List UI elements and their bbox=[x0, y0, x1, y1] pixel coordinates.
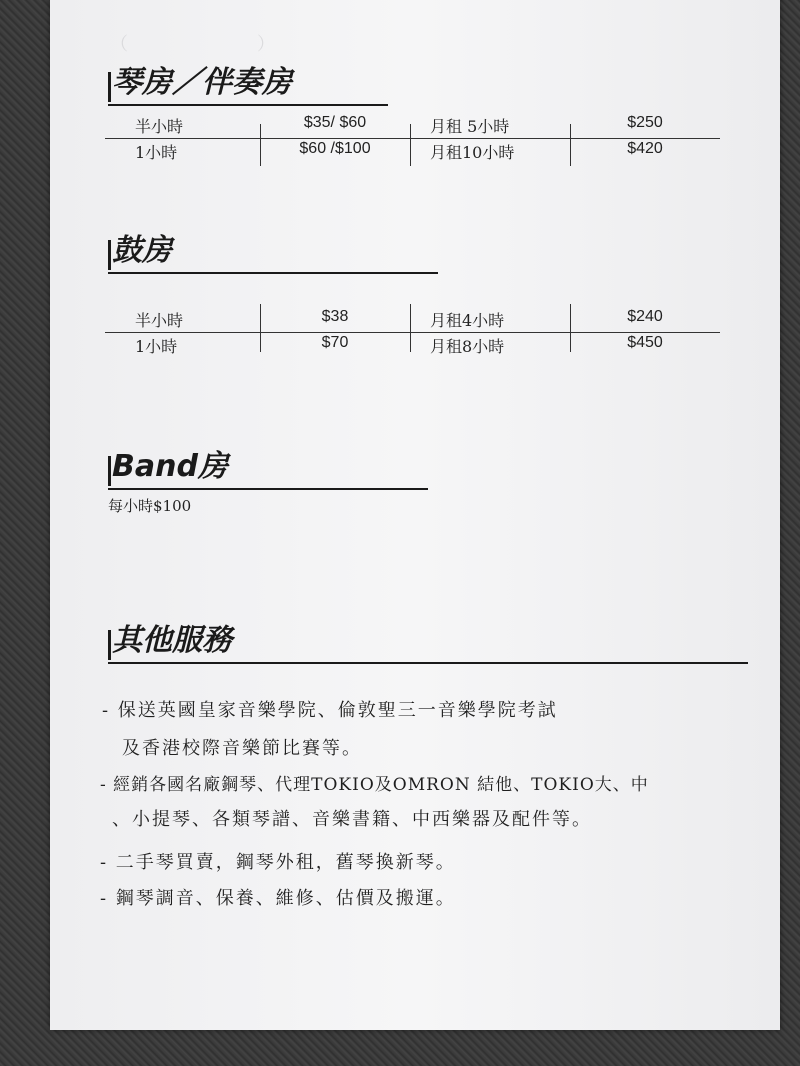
service-line: - 鋼琴調音、保養、維修、估價及搬運。 bbox=[100, 888, 456, 909]
service-line: - 經銷各國名廠鋼琴、代理TOKIO及OMRON 結他、TOKIO大、中 bbox=[100, 775, 649, 795]
paper-sheet bbox=[50, 0, 780, 1030]
section-heading-piano bbox=[112, 65, 292, 100]
monthly-cell: 月租10小時 bbox=[430, 143, 515, 162]
drum-title: 鼓房 bbox=[112, 233, 172, 268]
heading-bar bbox=[108, 630, 111, 660]
heading-rule bbox=[108, 488, 428, 490]
service-line: - 保送英國皇家音樂學院、倫敦聖三一音樂學院考試 bbox=[102, 700, 558, 721]
duration-cell: 1小時 bbox=[135, 143, 178, 162]
monthly-price-cell: $240 bbox=[627, 308, 663, 325]
monthly-price-cell: $450 bbox=[627, 334, 663, 351]
price-cell: $60 /$100 bbox=[299, 140, 371, 157]
heading-bar bbox=[108, 240, 111, 270]
section-heading-band bbox=[112, 449, 228, 484]
heading-rule bbox=[108, 104, 388, 106]
monthly-price-cell: $420 bbox=[627, 140, 663, 157]
piano-title: 琴房／伴奏房 bbox=[112, 65, 292, 100]
heading-bar bbox=[108, 456, 111, 486]
bleed-through-text: （ ） bbox=[110, 34, 278, 55]
duration-cell: 半小時 bbox=[135, 311, 184, 330]
heading-rule bbox=[108, 662, 748, 664]
other-title: 其他服務 bbox=[112, 623, 232, 658]
duration-cell: 半小時 bbox=[135, 117, 184, 136]
section-heading-other bbox=[112, 623, 232, 658]
table-row bbox=[105, 334, 720, 360]
service-line: 、小提琴、各類琴譜、音樂書籍、中西樂器及配件等。 bbox=[112, 809, 592, 830]
bleed-through-text bbox=[110, 540, 278, 566]
heading-bar bbox=[108, 72, 111, 102]
duration-cell: 1小時 bbox=[135, 337, 178, 356]
drum-rate-table bbox=[105, 308, 720, 368]
monthly-cell: 月租8小時 bbox=[430, 337, 505, 356]
price-cell: $70 bbox=[321, 334, 349, 351]
service-line: - 二手琴買賣，鋼琴外租，舊琴換新琴。 bbox=[100, 852, 456, 873]
monthly-price-cell: $250 bbox=[627, 114, 663, 131]
heading-rule bbox=[108, 272, 438, 274]
table-row bbox=[105, 114, 720, 140]
section-heading-drum bbox=[112, 233, 172, 268]
service-line: 及香港校際音樂節比賽等。 bbox=[122, 738, 362, 759]
monthly-cell: 月租4小時 bbox=[430, 311, 505, 330]
monthly-cell: 月租 5小時 bbox=[430, 117, 510, 136]
table-row bbox=[105, 308, 720, 334]
table-row bbox=[105, 140, 720, 166]
band-rate-text: 每小時$100 bbox=[108, 497, 192, 515]
price-cell: $35/ $60 bbox=[303, 114, 367, 131]
bleed-through-text bbox=[110, 275, 278, 301]
bleed-through-text bbox=[110, 410, 257, 436]
piano-rate-table bbox=[105, 114, 720, 176]
band-title: Band房 bbox=[112, 449, 228, 484]
price-cell: $38 bbox=[321, 308, 349, 325]
